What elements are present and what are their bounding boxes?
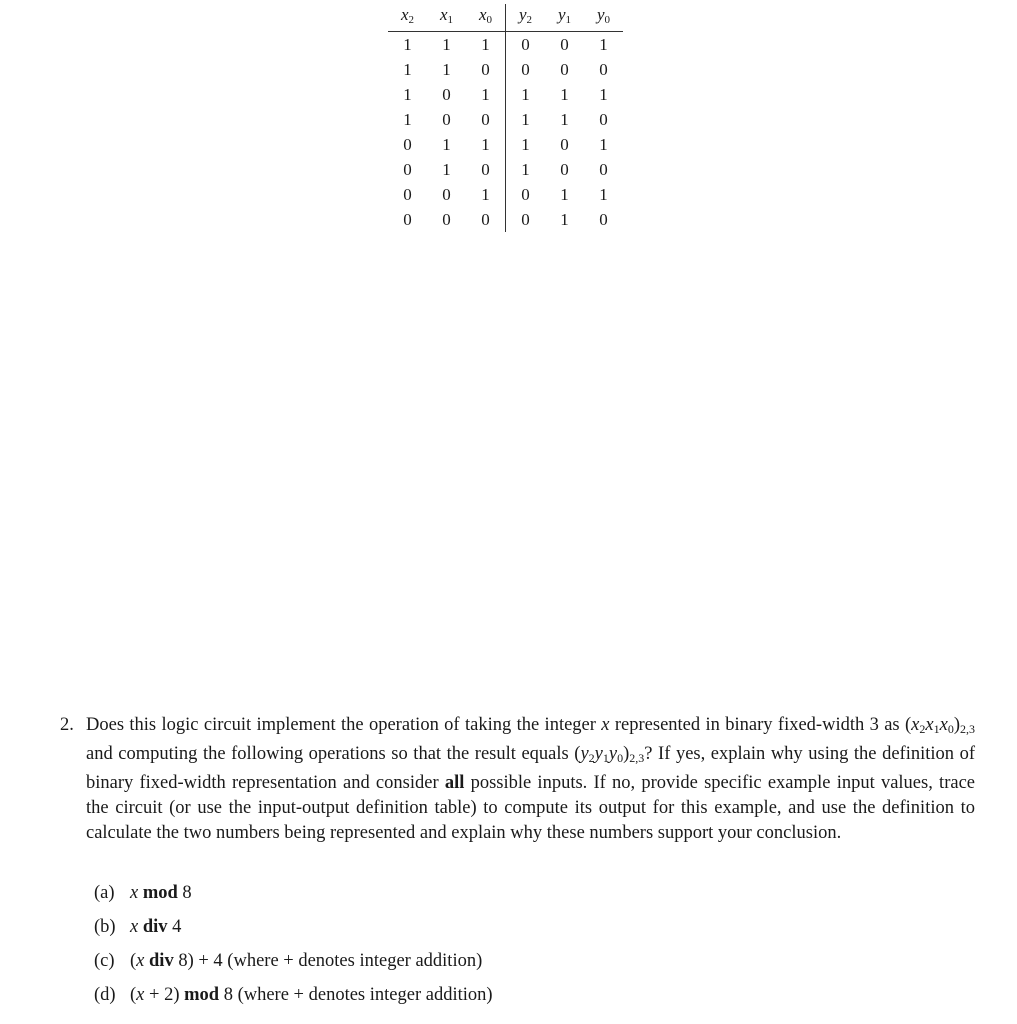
question-text-part: Does this logic circuit implement the operation of taking the integer: [86, 715, 602, 735]
table-cell: 0: [560, 135, 569, 154]
table-row: [388, 132, 623, 157]
math-var-y2: y: [580, 744, 589, 764]
question-text-part: represented in binary fixed-width 3 as (: [609, 715, 912, 735]
table-cell: 1: [442, 135, 451, 154]
table-cell: 1: [599, 85, 608, 104]
table-cell: 1: [403, 110, 412, 129]
table-cell: 1: [481, 85, 490, 104]
math-var-x1: x: [925, 715, 934, 735]
table-cell: 0: [442, 210, 451, 229]
math-paren: ): [953, 715, 960, 735]
math-subscript: 1: [602, 751, 609, 765]
part-text: 4: [167, 917, 182, 937]
truth-table: [388, 4, 623, 232]
table-cell: 0: [560, 60, 569, 79]
math-subscript: 2: [919, 722, 926, 736]
table-cell: 1: [403, 60, 412, 79]
math-var-x: x: [130, 917, 139, 937]
part-text: (: [130, 951, 137, 971]
table-cell: 1: [599, 35, 608, 54]
table-cell: 0: [442, 110, 451, 129]
table-cell: 1: [481, 185, 490, 204]
header-y2: $y_2$: [506, 4, 546, 32]
table-cell: 0: [599, 110, 608, 129]
part-label: (b): [94, 917, 116, 937]
table-cell: 0: [481, 60, 490, 79]
math-var-x: x: [130, 883, 139, 903]
list-item: [94, 878, 493, 912]
question-text-part: and computing the following operations so that the result equals (: [86, 744, 581, 764]
table-cell: 1: [442, 160, 451, 179]
part-text: + 2) mod 8 (where + denotes integer addition): [144, 985, 493, 1005]
question-2: [60, 713, 975, 846]
list-item: [94, 946, 493, 980]
math-subscript: 2: [588, 751, 595, 765]
math-subscript: 0: [617, 751, 624, 765]
emphasis-all: all: [444, 773, 465, 793]
math-var-x: x: [601, 715, 610, 735]
part-text: 8) + 4 (where + denotes integer addition): [173, 951, 483, 971]
header-y1: $y_1$: [545, 4, 584, 32]
part-label: (d): [94, 985, 116, 1005]
table-cell: 1: [403, 85, 412, 104]
math-paren: ): [623, 744, 630, 764]
table-cell: 0: [403, 135, 412, 154]
table-cell: 0: [560, 35, 569, 54]
table-cell: 1: [599, 135, 608, 154]
header-x0: $x_0$: [466, 4, 506, 32]
math-subscript: 1: [933, 722, 940, 736]
part-label: (a): [94, 883, 115, 903]
header-x2: $x_2$: [388, 4, 427, 32]
table-cell: 0: [481, 160, 490, 179]
table-cell: 0: [506, 207, 546, 232]
table-row: [388, 207, 623, 232]
table-cell: 1: [506, 132, 546, 157]
part-label: (c): [94, 951, 115, 971]
table-cell: 0: [506, 32, 546, 58]
table-cell: 0: [560, 160, 569, 179]
table-row: [388, 32, 623, 58]
table-cell: 1: [560, 185, 569, 204]
table-cell: 1: [442, 35, 451, 54]
table-cell: 0: [599, 60, 608, 79]
table-cell: 1: [560, 210, 569, 229]
table-cell: 0: [403, 185, 412, 204]
part-text: 8: [177, 883, 192, 903]
table-cell: 1: [403, 35, 412, 54]
question-text-part: possible inputs. If no, provide specific example input values, trace the circuit (or use the input-output definition table) to compute its output for this example, and use the definition to calculate the two numbers being represented and explain why these numbers support your conclusion.: [86, 773, 975, 843]
table-cell: 1: [506, 157, 546, 182]
math-subscript: 2,3: [629, 751, 645, 765]
table-cell: 1: [506, 107, 546, 132]
header-y0: $y_0$: [584, 4, 623, 32]
table-cell: 0: [481, 110, 490, 129]
operator: div: [142, 917, 168, 937]
math-var-y0: y: [608, 744, 618, 764]
table-cell: 1: [506, 82, 546, 107]
table-row: [388, 57, 623, 82]
table-cell: 1: [481, 135, 490, 154]
table-cell: 1: [599, 185, 608, 204]
question-text-part: ? If yes, explain why using the definition of binary fixed-width representation and consider: [86, 744, 975, 793]
question-text: [86, 713, 975, 846]
math-subscript: 0: [947, 722, 954, 736]
operator: div: [149, 951, 174, 971]
operator: mod: [142, 883, 178, 903]
table-cell: 1: [560, 110, 569, 129]
truth-table-header-row: [388, 4, 623, 32]
table-cell: 0: [403, 160, 412, 179]
table-cell: 0: [506, 57, 546, 82]
table-cell: 0: [481, 210, 490, 229]
table-cell: 0: [442, 85, 451, 104]
operator: mod: [184, 985, 220, 1005]
table-cell: 1: [560, 85, 569, 104]
table-row: [388, 157, 623, 182]
question-number: 2.: [60, 715, 74, 735]
table-cell: 1: [481, 35, 490, 54]
table-cell: 0: [442, 185, 451, 204]
math-var-x0: x: [939, 715, 948, 735]
table-row: [388, 107, 623, 132]
math-var-x: x: [136, 951, 145, 971]
math-var-y1: y: [594, 744, 603, 764]
table-row: [388, 182, 623, 207]
math-var-x2: x: [911, 715, 920, 735]
table-cell: 0: [403, 210, 412, 229]
list-item: [94, 980, 493, 1014]
header-x1: $x_1$: [427, 4, 466, 32]
table-cell: 1: [442, 60, 451, 79]
math-var-x: x: [136, 985, 145, 1005]
truth-table-body: [388, 32, 623, 233]
sub-question-list: [94, 878, 493, 1014]
math-subscript: 2,3: [960, 722, 975, 736]
table-cell: 0: [599, 210, 608, 229]
table-row: [388, 82, 623, 107]
table-cell: 0: [506, 182, 546, 207]
part-text: (: [130, 985, 137, 1005]
list-item: [94, 912, 493, 946]
table-cell: 0: [599, 160, 608, 179]
